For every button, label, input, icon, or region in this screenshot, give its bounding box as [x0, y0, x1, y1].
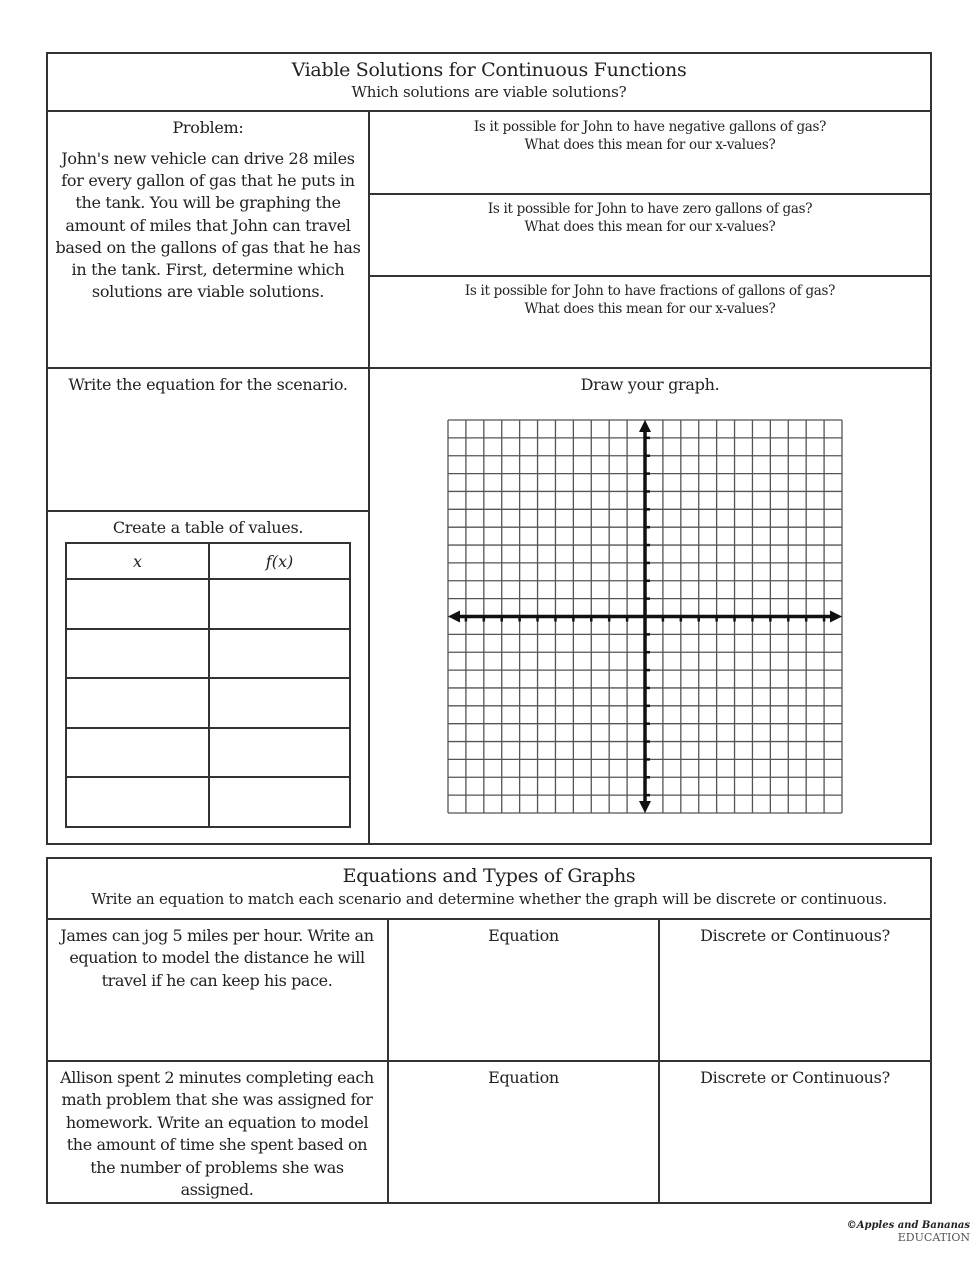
table-row	[66, 777, 350, 827]
section2-subtitle: Write an equation to match each scenario and determine whether the graph will be discrete or continuous.	[91, 890, 887, 908]
equation-answer-area[interactable]	[389, 950, 658, 1058]
table-row	[66, 579, 350, 629]
section1-title: Viable Solutions for Continuous Functions	[291, 59, 687, 81]
discrete-continuous-answer-area[interactable]	[660, 1092, 930, 1202]
section1-subtitle: Which solutions are viable solutions?	[351, 83, 627, 101]
divider	[46, 918, 932, 920]
table-row	[66, 678, 350, 728]
header-x: x	[66, 543, 209, 579]
equation-prompt: Write the equation for the scenario.	[68, 375, 348, 394]
scenario-james: James can jog 5 miles per hour. Write an equation to model the distance he will travel if he can keep his pace.	[60, 926, 374, 990]
copyright-footer	[790, 1218, 970, 1244]
cell-fx[interactable]	[209, 629, 350, 679]
question-zero	[370, 200, 930, 236]
divider	[46, 110, 932, 112]
question-negative	[370, 118, 930, 154]
cell-x[interactable]	[66, 629, 209, 679]
divider	[368, 275, 932, 277]
scenario-allison: Allison spent 2 minutes completing each math problem that she was assigned for homework. Write an equation to model the amount of time she spent based on the number of problems she was assigned.	[60, 1068, 374, 1200]
discrete-continuous-label: Discrete or Continuous?	[700, 926, 890, 945]
coordinate-grid[interactable]	[446, 418, 846, 816]
question-line: What does this mean for our x-values?	[524, 137, 776, 153]
cell-fx[interactable]	[209, 728, 350, 778]
cell-fx[interactable]	[209, 678, 350, 728]
cell-fx[interactable]	[209, 777, 350, 827]
cell-fx[interactable]	[209, 579, 350, 629]
problem-label: Problem:	[172, 118, 244, 137]
question-line: What does this mean for our x-values?	[524, 301, 776, 317]
divider	[46, 1060, 932, 1062]
brand-caps: EDUCATION	[897, 1231, 970, 1244]
brand-script: ©Apples and Bananas	[846, 1220, 970, 1231]
problem-cell	[52, 118, 364, 303]
question-fractions	[370, 282, 930, 318]
graph-prompt: Draw your graph.	[580, 375, 720, 394]
equation-answer-area[interactable]	[389, 1092, 658, 1202]
cell-x[interactable]	[66, 728, 209, 778]
table-header-row	[66, 543, 350, 579]
table-row	[66, 629, 350, 679]
divider	[368, 193, 932, 195]
discrete-continuous-answer-area[interactable]	[660, 950, 930, 1058]
section1-header	[48, 58, 930, 102]
section2-title: Equations and Types of Graphs	[342, 865, 636, 887]
divider	[46, 510, 370, 512]
divider	[46, 367, 932, 369]
header-fx: f(x)	[209, 543, 350, 579]
problem-text: John's new vehicle can drive 28 miles for every gallon of gas that he puts in the tank. You will be graphing the amount of miles that John can travel based on the gallons of gas that he has in the tank. First, determine which solutions are viable solutions.	[55, 149, 361, 302]
cell-x[interactable]	[66, 678, 209, 728]
cell-x[interactable]	[66, 579, 209, 629]
equation-label: Equation	[488, 926, 559, 945]
question-line: Is it possible for John to have fractions of gallons of gas?	[464, 283, 836, 299]
cell-x[interactable]	[66, 777, 209, 827]
values-table	[65, 542, 351, 828]
section2-header	[48, 864, 930, 909]
equation-label: Equation	[488, 1068, 559, 1087]
table-prompt: Create a table of values.	[112, 518, 304, 537]
table-row	[66, 728, 350, 778]
discrete-continuous-label: Discrete or Continuous?	[700, 1068, 890, 1087]
question-line: Is it possible for John to have zero gallons of gas?	[487, 201, 813, 217]
question-line: Is it possible for John to have negative gallons of gas?	[473, 119, 827, 135]
question-line: What does this mean for our x-values?	[524, 219, 776, 235]
